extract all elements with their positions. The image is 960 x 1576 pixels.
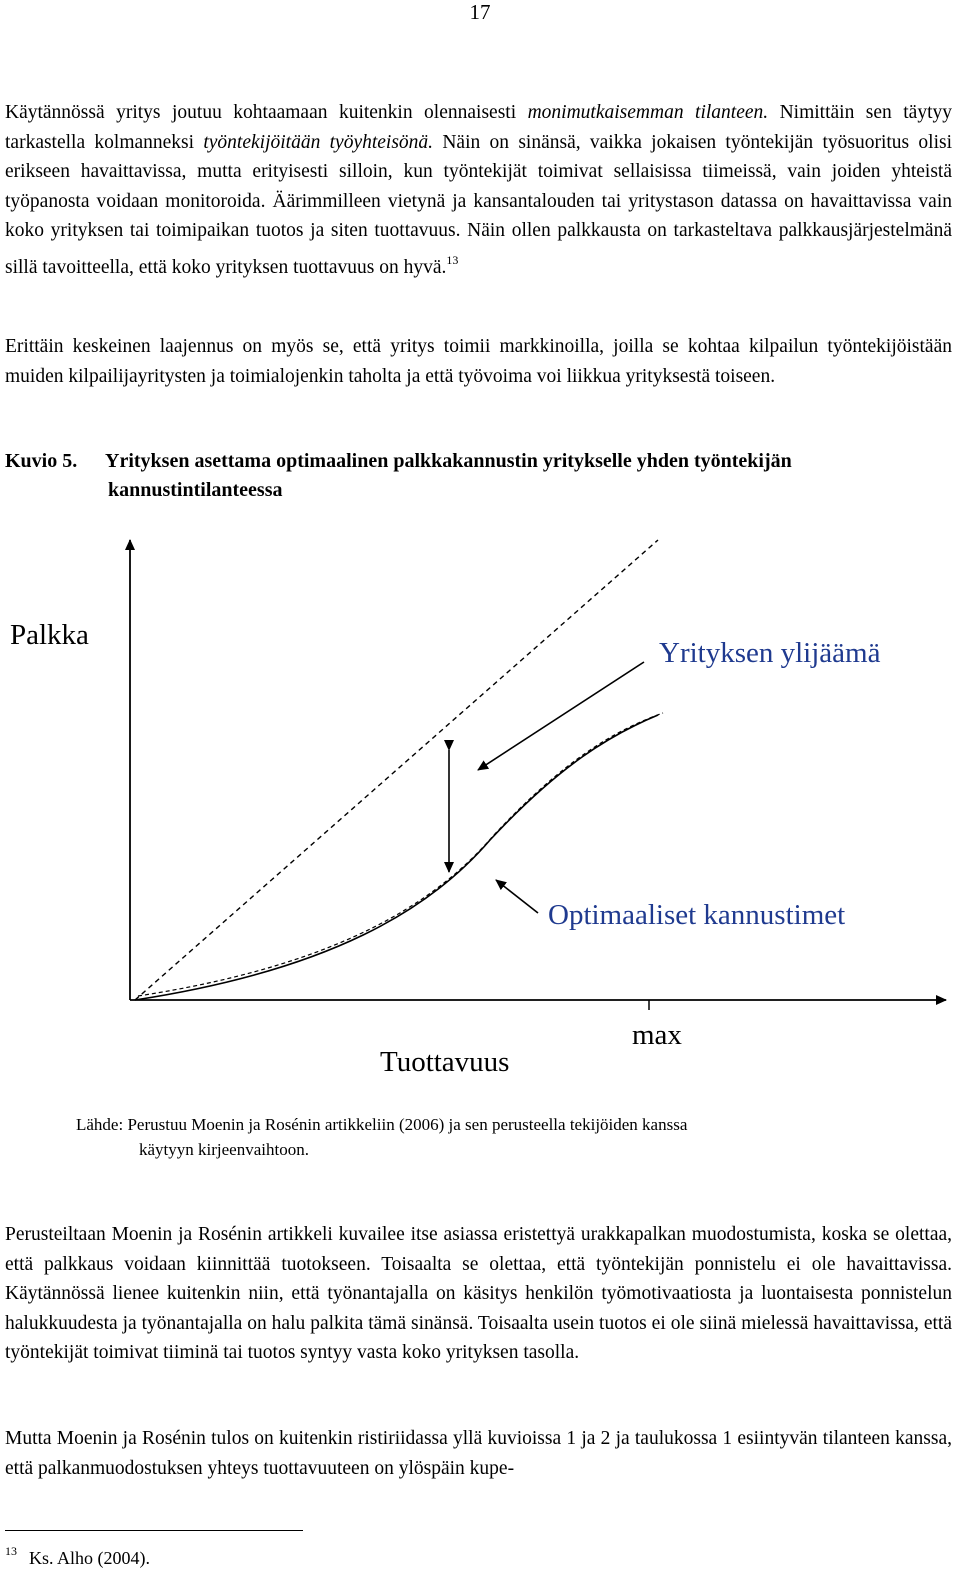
paragraph-1 <box>5 98 952 282</box>
figure-source <box>76 1112 856 1162</box>
x-axis-label: Tuottavuus <box>380 1046 510 1078</box>
figure-diagram <box>0 520 960 1090</box>
paragraph-4: Mutta Moenin ja Rosénin tulos on kuitenkin ristiriidassa yllä kuvioissa 1 ja 2 ja taulukossa 1 esiintyvän tilanteen kanssa, että palkanmuodostuksen yhteys tuottavuuteen on ylöspäin kupe- <box>5 1428 952 1479</box>
source-line-1: Lähde: Perustuu Moenin ja Rosénin artikkeliin (2006) ja sen perusteella tekijöiden kanssa <box>76 1115 688 1134</box>
footnote <box>5 1538 150 1571</box>
figure-title-line-2: kannustintilanteessa <box>108 479 283 501</box>
figure-number: Kuvio 5. <box>5 450 78 472</box>
paragraph-1-text-a: Käytännössä yritys joutuu kohtaamaan kuitenkin olennaisesti <box>5 102 528 123</box>
footnote-reference[interactable]: 13 <box>446 252 459 267</box>
paragraph-1-emphasis-a: monimutkaisemman tilanteen. <box>527 102 769 123</box>
paragraph-1-text-c: Nimittäin sen täytyy tarkastella kolmanneksi <box>5 102 952 153</box>
paragraph-1-text-e: Näin on sinänsä, vaikka jokaisen työntekijän työsuoritus olisi erikseen havaittavissa, mutta erityisesti silloin, kun työntekijät toimivat sellaisissa tiimeissä, vain joiden yhteistä työpanosta voidaan monitoroida. Äärimmilleen vietynä ja kansantalouden tai yritystason datassa on havaittavissa vain koko yrityksen tai toimipaikan tuotos ja siten tuottavuus. Näin ollen palkkausta on tarkasteltava palkkausjärjestelmänä sillä tavoitteella, että koko yrityksen tuottavuus on hyvä. <box>5 131 953 278</box>
footnote-separator <box>5 1530 303 1531</box>
paragraph-1-emphasis-b: työntekijöitään työyhteisönä. <box>203 131 434 153</box>
optimal-label: Optimaaliset kannustimet <box>548 899 846 931</box>
figure-title-line-1: Yrityksen asettama optimaalinen palkkakannustin yritykselle yhden työntekijän <box>105 450 792 472</box>
surplus-label: Yrityksen ylijäämä <box>659 637 881 669</box>
paragraph-2: Erittäin keskeinen laajennus on myös se, että yritys toimii markkinoilla, joilla se kohtaa kilpailun työntekijöistään muiden kilpailijayritysten ja toimialojenkin taholta ja että työvoima voi liikkua yrityksestä toiseen. <box>5 336 952 387</box>
max-label: max <box>632 1019 682 1051</box>
optimal-pointer-arrow <box>496 880 538 913</box>
productivity-line <box>135 540 658 1000</box>
surplus-pointer-arrow <box>478 662 644 770</box>
page-number: 17 <box>469 0 491 24</box>
paragraph-3: Perusteiltaan Moenin ja Rosénin artikkeli kuvailee itse asiassa eristettyä urakkapalkan muodostumista, koska se olettaa, että palkkaus voidaan kiinnittää tuotokseen. Toisaalta se olettaa, että työntekijän ponnistelu ei ole havaittavissa. Käytännössä lienee kuitenkin niin, että työnantajalla on käsitys henkilön työmotivaatiosta ja luontaisesta ponnistelun halukkuudesta ja työnantajalla on halu palkita tämä sinänsä. Toisaalta usein tuotos ei ole siinä mielessä havaittavissa, että työntekijät toimivat tiiminä tai tuotos syntyy vasta koko yrityksen tasolla. <box>5 1224 952 1363</box>
source-line-2: käytyyn kirjeenvaihtoon. <box>139 1140 309 1159</box>
footnote-text: Ks. Alho (2004). <box>29 1548 150 1568</box>
y-axis-label: Palkka <box>10 619 89 651</box>
figure-caption <box>5 447 955 505</box>
footnote-number: 13 <box>5 1544 17 1558</box>
